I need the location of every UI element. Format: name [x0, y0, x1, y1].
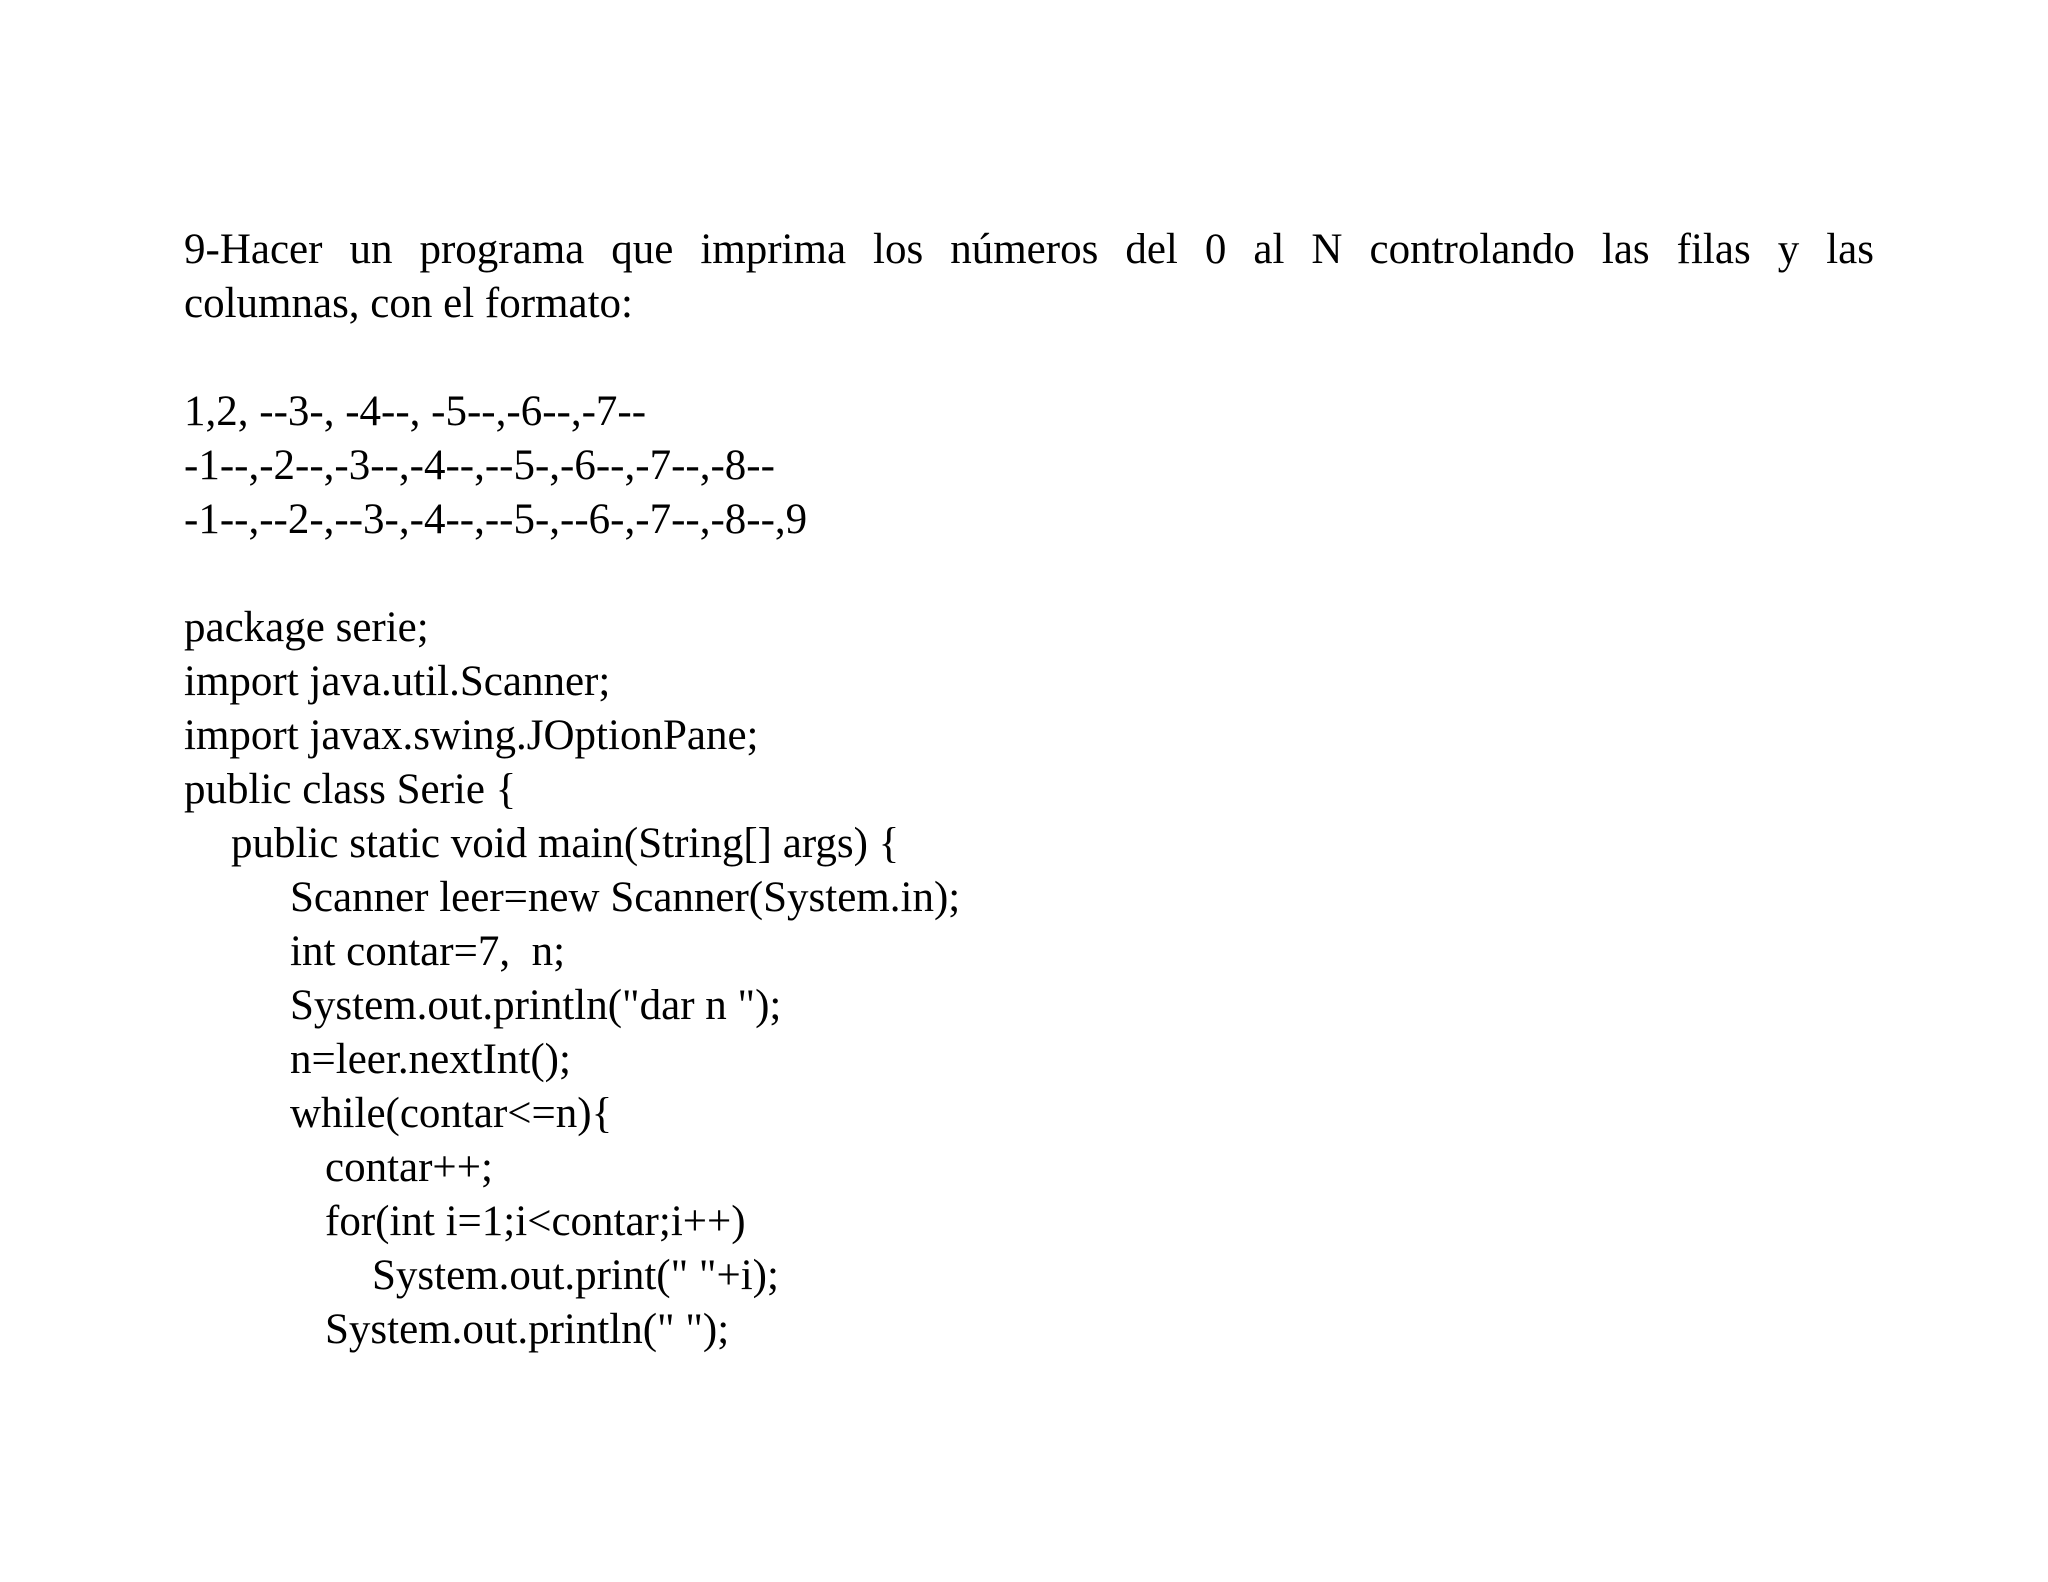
- java-code-listing: [184, 601, 1874, 1357]
- problem-statement: [184, 223, 1874, 331]
- code-line: contar++;: [325, 1144, 493, 1191]
- code-line: while(contar<=n){: [290, 1090, 613, 1137]
- format-line: -1--,--2-,--3-,-4--,--5-,--6-,-7--,-8--,9: [184, 496, 808, 543]
- code-line: System.out.print(" "+i);: [372, 1252, 779, 1299]
- format-line: -1--,-2--,-3--,-4--,--5-,-6--,-7--,-8--: [184, 442, 775, 489]
- code-line: System.out.println(" ");: [325, 1306, 730, 1353]
- code-line: public static void main(String[] args) {: [231, 820, 900, 867]
- code-line: System.out.println("dar n ");: [290, 982, 782, 1029]
- code-line: package serie;: [184, 604, 429, 651]
- code-line: public class Serie {: [184, 766, 517, 813]
- problem-statement-line-2: columnas, con el formato:: [184, 280, 633, 327]
- code-line: for(int i=1;i<contar;i++): [325, 1198, 746, 1245]
- code-line: import java.util.Scanner;: [184, 658, 611, 705]
- code-line: int contar=7, n;: [290, 928, 566, 975]
- problem-statement-line-1: 9-Hacer un programa que imprima los números del 0 al N controlando las filas y las: [184, 226, 1874, 273]
- code-line: Scanner leer=new Scanner(System.in);: [290, 874, 961, 921]
- format-line: 1,2, --3-, -4--, -5--,-6--,-7--: [184, 388, 647, 435]
- output-format-example: [184, 385, 1874, 547]
- code-line: n=leer.nextInt();: [290, 1036, 571, 1083]
- code-line: import javax.swing.JOptionPane;: [184, 712, 759, 759]
